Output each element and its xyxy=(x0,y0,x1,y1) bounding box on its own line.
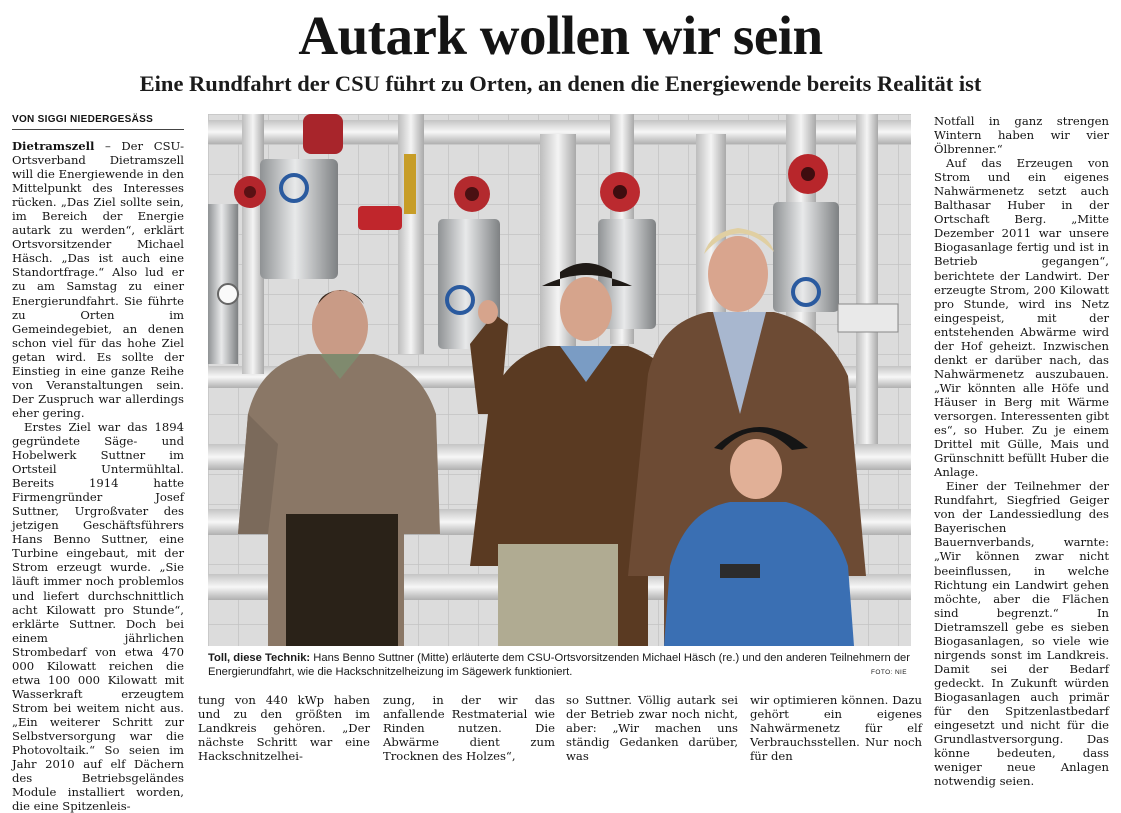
byline: VON SIGGI NIEDERGESÄSS xyxy=(12,114,184,130)
article-column-1 xyxy=(12,139,184,813)
paragraph: – Der CSU-Ortsverband Dietramszell will die Energiewende in den Mittelpunkt des Interesses rücken. „Das Ziel sollte sein, im Bereich der Energie autark zu werden“, erklärt Ortsvorsitzender Michael Häsch. „Das ist auch eine Standortfrage.“ Also lud er zu am Samstag zu einer Energierundfahrt. Sie führte zu Orten im Gemeindegebiet, an denen schon viel für das hohe Ziel getan wird. Es sollte der Einstieg in eine ganze Reihe von Veranstaltungen sein. Der Zuspruch war allerdings eher gering. xyxy=(12,139,184,420)
caption-lead: Toll, diese Technik: xyxy=(208,652,311,664)
headline: Autark wollen wir sein xyxy=(298,5,823,66)
article-column-5: wir optimieren können. Dazu gehört ein eigenes Nahwärmenetz für elf Verbrauchsstellen. Nur noch für den xyxy=(750,693,922,764)
dateline-place: Dietramszell xyxy=(12,139,95,153)
article-column-6 xyxy=(934,114,1109,788)
subheadline: Eine Rundfahrt der CSU führt zu Orten, an denen die Energiewende bereits Realität ist xyxy=(139,71,982,96)
photo-credit: FOTO: NIE xyxy=(871,669,907,676)
article-photo xyxy=(208,114,911,646)
photo-illustration xyxy=(208,114,911,646)
article-column-2: tung von 440 kWp haben und zu den größten im Landkreis gehören. „Der nächste Schritt war eine Hackschnitzelhei- xyxy=(198,693,370,764)
paragraph: Notfall in ganz strengen Wintern haben wir vier Ölbrenner.“ xyxy=(934,114,1109,157)
article-column-3: zung, in der wir das anfallende Restmaterial wie Rinden nutzen. Die Abwärme dient zum Trocknen des Holzes“, xyxy=(383,693,555,764)
paragraph: Einer der Teilnehmer der Rundfahrt, Siegfried Geiger von der Landessiedlung des Bayerischen Bauernverbands, warnte: „Wir können zwar nicht beeinflussen, in welche Richtung ein Landwirt gehen möchte, aber die Flächen sind begrenzt.“ In Dietramszell gebe es sieben Biogasanlagen, so viele wie nirgends sonst im Landkreis. Damit sei der Bedarf gedeckt. In Zukunft würden Biogasanlagen auch primär für den Spitzenlastbedarf eingesetzt und nicht für die Grundlastversorgung. Das könne bedeuten, dass weniger neue Anlagen notwendig seien. xyxy=(934,479,1109,789)
photo-caption xyxy=(208,651,911,679)
paragraph: Erstes Ziel war das 1894 gegründete Säge- und Hobelwerk Suttner im Ortsteil Untermühltal. Bereits 1914 hatte Firmengründer Josef Suttner, Urgroßvater des jetzigen Geschäftsführers Hans Benno Suttner, eine Turbine eingebaut, mit der Strom erzeugt wurde. „Sie läuft immer noch problemlos und liefert durchschnittlich acht Kilowatt pro Stunde“, erklärte Suttner. Doch bei einem jährlichen Strombedarf von etwa 470 000 Kilowatt reichen die etwa 100 000 Kilowatt mit Wasserkraft erzeugtem Strom bei weitem nicht aus. „Ein weiterer Schritt zur Selbstversorgung war die Photovoltaik.“ So seien im Jahr 2010 auf elf Dächern des Betriebsgeländes Module installiert worden, die eine Spitzenleis- xyxy=(12,419,184,813)
article-column-4: so Suttner. Völlig autark sei der Betrieb zwar noch nicht, aber: „Wir machen uns ständig Gedanken darüber, was xyxy=(566,693,738,764)
paragraph: Auf das Erzeugen von Strom und ein eigenes Nahwärmenetz setzt auch Balthasar Huber in der Ortschaft Berg. „Mitte Dezember 2011 war unsere Biogasanlage fertig und ist in Betrieb gegangen“, berichtete der Landwirt. Der erzeugte Strom, 200 Kilowatt pro Stunde, wird ins Netz eingespeist, mit der entstehenden Abwärme wird der Hof geheizt. Inzwischen denkt er darüber nach, das Nahwärmenetz auszubauen. „Wir könnten alle Höfe und Häuser in Berg mit Wärme versorgen. Interessenten gibt es“, so Huber. Zu je einem Drittel mit Gülle, Mais und Grünschnitt befüllt Huber die Anlage. xyxy=(934,156,1109,480)
caption-text: Hans Benno Suttner (Mitte) erläuterte dem CSU-Ortsvorsitzenden Michael Häsch (re.) und den anderen Teilnehmern der Energierundfahrt, wie die Hackschnitzelheizung im Sägewerk funktioniert. xyxy=(208,652,911,678)
